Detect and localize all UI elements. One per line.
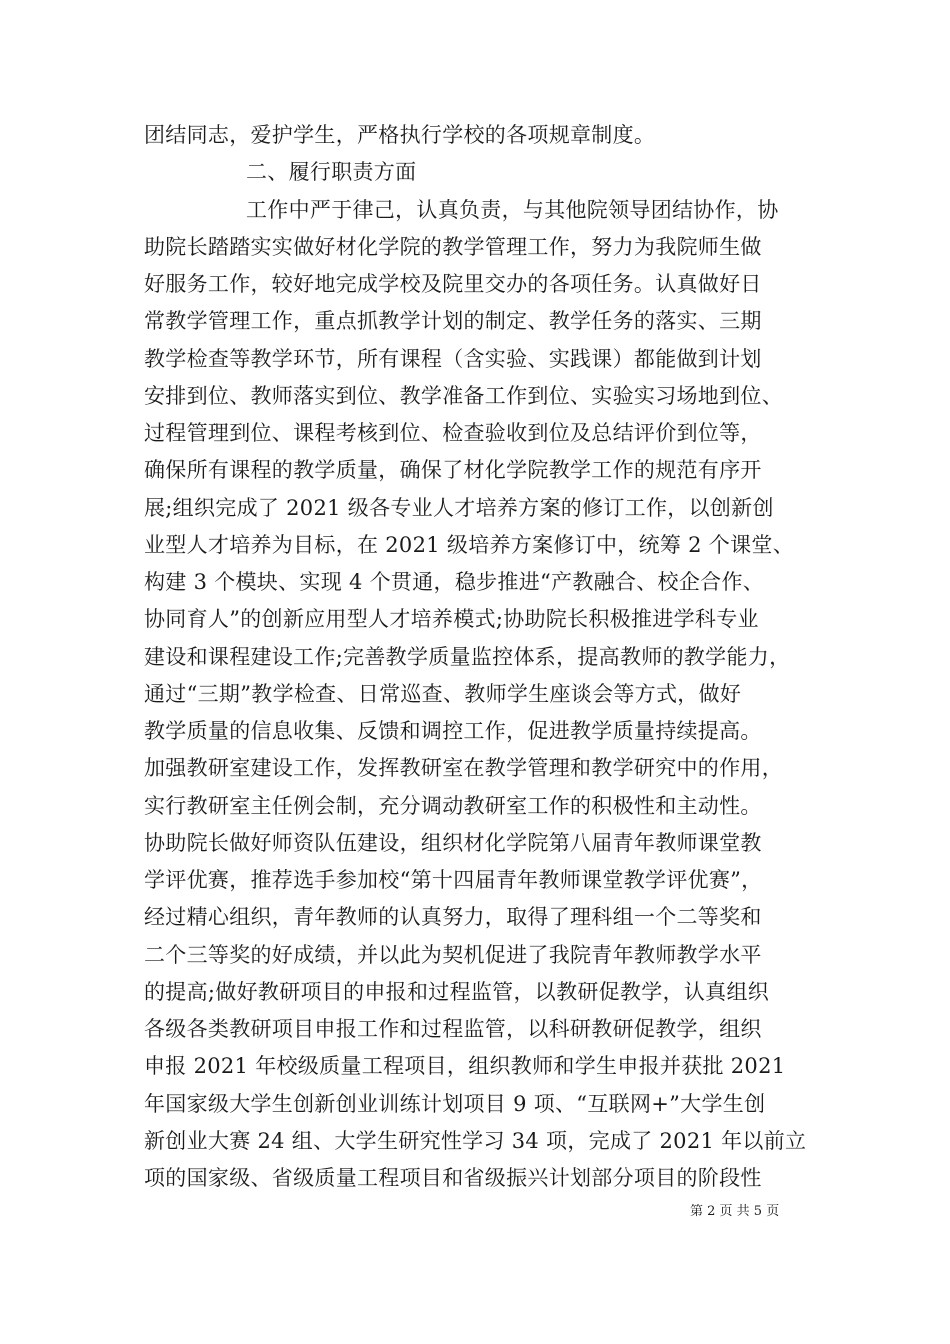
text-line: 学评优赛，推荐选手参加校“第十四届青年教师课堂教学评优赛”， <box>144 868 763 892</box>
text-line: 教学检查等教学环节，所有课程（含实验、实践课）都能做到计划 <box>144 347 762 371</box>
text-line: 建设和课程建设工作;完善教学质量监控体系，提高教师的教学能力， <box>144 645 791 669</box>
page-number: 第 2 页 共 5 页 <box>690 1204 780 1219</box>
text-line: 安排到位、教师落实到位、教学准备工作到位、实验实习场地到位、 <box>144 384 783 408</box>
text-line: 协助院长做好师资队伍建设，组织材化学院第八届青年教师课堂教 <box>144 831 762 855</box>
text-line: 通过“三期”教学检查、日常巡查、教师学生座谈会等方式，做好 <box>144 682 742 706</box>
text-line: 加强教研室建设工作，发挥教研室在教学管理和教学研究中的作用， <box>144 756 783 780</box>
text-line: 年国家级大学生创新创业训练计划项目 9 项、“互联网+”大学生创 <box>144 1092 766 1116</box>
text-line: 好服务工作，较好地完成学校及院里交办的各项任务。认真做好日 <box>144 272 762 296</box>
text-line: 助院长踏踏实实做好材化学院的教学管理工作，努力为我院师生做 <box>144 235 762 259</box>
text-line: 教学质量的信息收集、反馈和调控工作，促进教学质量持续提高。 <box>144 719 762 743</box>
text-line: 经过精心组织，青年教师的认真努力，取得了理科组一个二等奖和 <box>144 905 762 929</box>
text-line: 过程管理到位、课程考核到位、检查验收到位及总结评价到位等， <box>144 421 762 445</box>
text-line: 工作中严于律己，认真负责，与其他院领导团结协作，协 <box>246 198 779 222</box>
text-line: 项的国家级、省级质量工程项目和省级振兴计划部分项目的阶段性 <box>144 1166 762 1190</box>
text-line: 展;组织完成了 2021 级各专业人才培养方案的修订工作，以创新创 <box>144 496 774 520</box>
text-line: 确保所有课程的教学质量，确保了材化学院教学工作的规范有序开 <box>144 458 762 482</box>
text-line: 新创业大赛 24 组、大学生研究性学习 34 项，完成了 2021 年以前立 <box>144 1129 807 1153</box>
text-line: 常教学管理工作，重点抓教学计划的制定、教学任务的落实、三期 <box>144 309 762 333</box>
text-line: 实行教研室主任例会制，充分调动教研室工作的积极性和主动性。 <box>144 794 762 818</box>
text-line: 团结同志，爱护学生，严格执行学校的各项规章制度。 <box>144 123 656 147</box>
text-line: 业型人才培养为目标，在 2021 级培养方案修订中，统筹 2 个课堂、 <box>144 533 795 557</box>
text-line: 构建 3 个模块、实现 4 个贯通，稳步推进“产教融合、校企合作、 <box>144 570 765 594</box>
text-line: 二个三等奖的好成绩，并以此为契机促进了我院青年教师教学水平 <box>144 943 762 967</box>
section-heading: 二、履行职责方面 <box>246 160 417 184</box>
text-line: 协同育人”的创新应用型人才培养模式;协助院长积极推进学科专业 <box>144 607 759 631</box>
text-line: 的提高;做好教研项目的申报和过程监管，以教研促教学，认真组织 <box>144 980 770 1004</box>
text-line: 申报 2021 年校级质量工程项目，组织教师和学生申报并获批 2021 <box>144 1054 786 1078</box>
text-line: 各级各类教研项目申报工作和过程监管，以科研教研促教学，组织 <box>144 1017 762 1041</box>
